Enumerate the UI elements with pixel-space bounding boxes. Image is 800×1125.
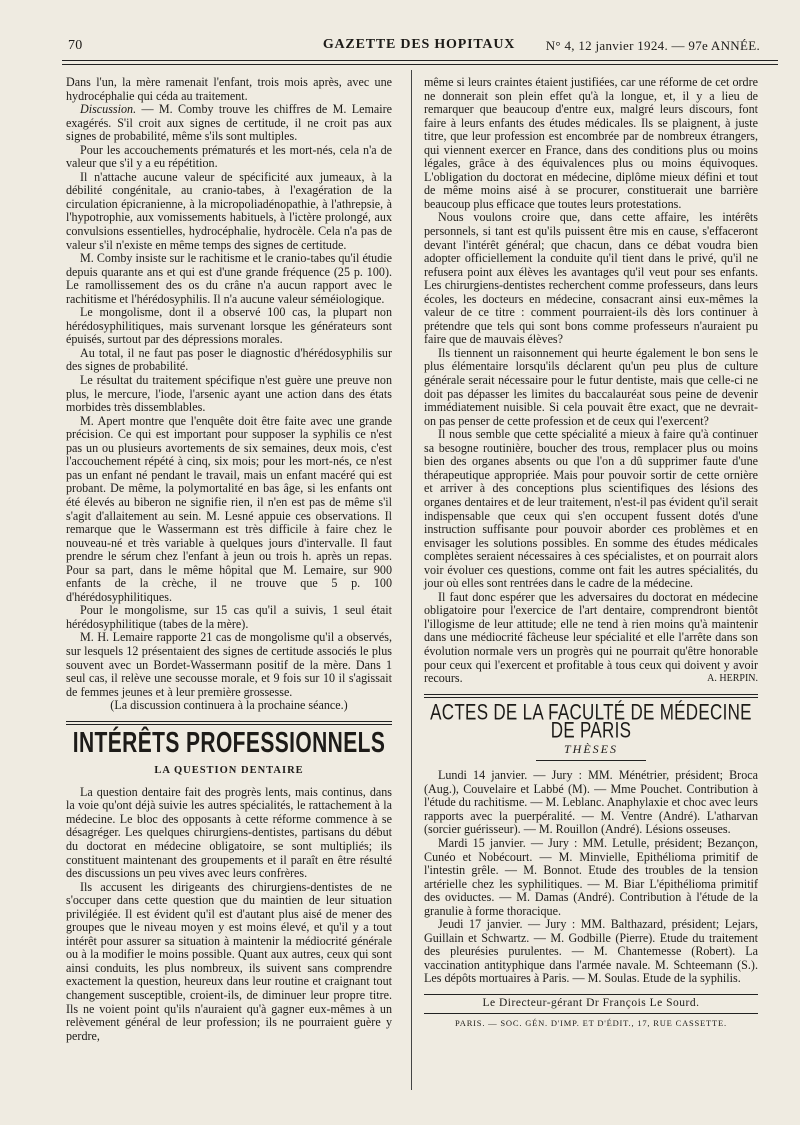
paragraph <box>424 591 758 686</box>
thesis-entry: Mardi 15 janvier. — Jury : MM. Letulle, président; Bezançon, Cunéo et Nobécourt. — M. Minvielle, Epithélioma primitif de l'intestin grêle. — M. Bonnot. Etude des troubles de la tension artérielle chez les syphilitiques. — M. Biar L'épithélioma primitif des oviductes. — M. Damas (André). Contribution à l'étude de la granulie à forme thoracique. <box>424 835 758 918</box>
paragraph: La question dentaire fait des progrès lents, mais continus, dans la voie qu'ont déjà suivie les autres spécialités, le rattachement à la médecine. Le bloc des opposants à cette réforme commence à se désagréger. Les quelques chirurgiens-dentistes, partisans du début du doctorat en médecine obligatoire, se sont multipliés; ils constituent maintenant des groupements et il paraît en être résulté des discussions un peu vives avec leurs confrères. <box>66 784 392 881</box>
header-rule <box>62 60 778 61</box>
small-rule <box>536 760 646 761</box>
paragraph: Il nous semble que cette spécialité a mieux à faire qu'à continuer sa besogne routinière, boucher des trous, remplacer plus ou moins bien des organes absents ou que l'on a dû supprimer faute d'une thérapeutique appropriée. Mais pour pouvoir sortir de cette ornière et arriver à des conceptions plus scientifiques des lésions des organes dentaires et de leur traitement, n'est-il pas évident qu'il serait indispensable que ceux qui s'en occupent fussent dotés d'une instruction suffisante pour pouvoir aborder ces problèmes et en envisager les solutions possibles. En somme des études médicales complètes seraient nécessaires à ces spécialistes, et on pourrait alors voir évoluer ces questions, comme ont fait les autres spécialités, du jour où elles sont rentrées dans le cadre de la médecine. <box>424 427 758 591</box>
page-number: 70 <box>68 38 83 53</box>
subsection-title: LA QUESTION DENTAIRE <box>154 765 304 777</box>
thesis-entry: Lundi 14 janvier. — Jury : MM. Ménétrier, président; Broca (Aug.), Couvelaire et Labbé (M). — Mme Pouchet. Contribution à l'étude du rachitisme. — M. Leblanc. Anaphylaxie et choc avec leurs rapports avec la puerpéralité. — M. Ventre (André). L'atharvan (sorcier guérisseur). — M. Rouillon (André). Lésions osseuses. <box>424 768 758 837</box>
paragraph: Pour les accouchements prématurés et les mort-nés, cela n'a de valeur que s'il y a eu répétition. <box>66 142 392 171</box>
section-separator <box>424 694 758 698</box>
paragraph: Au total, il ne faut pas poser le diagnostic d'hérédosyphilis sur des signes de probabilité. <box>66 345 392 374</box>
author-signature: A. HERPIN. <box>707 673 758 685</box>
paragraph: M. H. Lemaire rapporte 21 cas de mongolisme qu'il a observés, sur lesquels 12 présentaient des signes de certitude associés le plus souvent avec un Bordet-Wassermann positif de la mère. Dans 1 seul cas, il relève une secousse morale, et 9 fois sur 10 il s'agissait de femmes jeunes et à leur première grossesse. <box>66 630 392 699</box>
thesis-entry: Jeudi 17 janvier. — Jury : MM. Balthazard, président; Lejars, Guillain et Schwartz. — M. Godbille (Pierre). Etude du traitement des pleurésies purulentes. — M. Chantemesse (Robert). La vaccination antityphique dans l'armée navale. M. Schteemann (S.). Les dépôts mortuaires à Paris. — M. Soulas. Etude de la syphilis. <box>424 917 758 986</box>
journal-title: GAZETTE DES HOPITAUX <box>322 37 516 52</box>
paragraph: Dans l'un, la mère ramenait l'enfant, trois mois après, avec une hydrocéphalie qui céda au traitement. <box>66 75 392 103</box>
paragraph: Nous voulons croire que, dans cette affaire, les intérêts personnels, si tant est qu'ils puissent être mis en cause, s'effaceront devant l'intérêt général; que chacun, dans ce débat voudra bien adopter officiellement la conduite qu'il tient dans le privé, qu'il ne refusera point aux élèves les avantages qu'il veut pour ses enfants. Les chirurgiens-dentistes recherchent comme professeurs, dans leurs écoles, les docteurs en médecine, consacrant ainsi eux-mêmes la valeur de ce titre : comment pourraient-ils dès lors continuer à prétendre que tels qui sont bons comme professeurs n'auraient pu faire que de mauvais élèves? <box>424 210 758 347</box>
left-column <box>66 76 392 1043</box>
section-title: INTÉRÊTS PROFESSIONNELS <box>72 727 386 759</box>
footer-rule-thin <box>424 1013 758 1014</box>
paragraph: Il n'attache aucune valeur de spécificité aux jumeaux, à la débilité congénitale, au cranio-tabes, à l'exagération de la circulation épicranienne, à la micropoliadénopathie, à l'athrepsie, à l'hypotrophie, aux vomissements habituels, à l'ictère prolongé, aux convulsions essentielles, hydrocéphalie, hydrocèle. Cela n'a pas de valeur s'il n'existe en même temps des signes de certitude. <box>66 169 392 252</box>
paragraph-text: Il faut donc espérer que les adversaires du doctorat en médecine obligatoire pour l'exercice de l'art dentaire, comprendront bientôt l'illogisme de leur attitude; elle ne tend à rien moins qu'à maintenir dans une médiocrité fâcheuse leur spécialité et elle l'arrête dans son évolution normale vers un progrès qui ne pourrait qu'être honorable pour ceux qui l'exercent et profitable à tous ceux qui doivent y avoir recours. <box>424 589 758 686</box>
discussion-label: Discussion. <box>80 102 137 117</box>
discussion-paragraph <box>66 103 392 144</box>
paragraph: M. Comby insiste sur le rachitisme et le cranio-tabes qu'il étudie depuis quarante ans et qui est d'une grande fréquence (25 p. 100). Le ramollissement des os du crâne n'a aucun rapport avec le rachitisme et l'hérédosyphilis. Il n'a aucune valeur séméiologique. <box>66 251 392 306</box>
running-head <box>64 36 774 58</box>
paragraph: même si leurs craintes étaient justifiées, car une réforme de cet ordre ne donnerait son plein effet qu'à la longue, et, il y a lieu de remarquer que beaucoup d'entre eux, malgré leurs discours, font faire à leurs enfants des études médicales. Ils se plaignent, à juste titre, que leur profession est encombrée par de nombreux étrangers, qui viennent exercer en France, dans des conditions plus ou moins légales, grâce à des équivalences plus ou moins équivoques. L'obligation du doctorat en médecine, diplôme mieux défini et tout de même moins aisé à se procurer, constituerait une barrière beaucoup plus efficace que toutes leurs protestations. <box>424 75 758 211</box>
issue-info: N° 4, 12 janvier 1924. — 97e ANNÉE. <box>545 38 760 53</box>
director-line: Le Directeur-gérant Dr François Le Sourd. <box>482 997 700 1009</box>
section-title: ACTES DE LA FACULTÉ DE MÉDECINE DE PARIS <box>430 699 752 742</box>
paragraph: Le mongolisme, dont il a observé 100 cas, la plupart non hérédosyphilitiques, mais survenant lorsque les générateurs sont épuisés, surtout par des dépressions morales. <box>66 305 392 347</box>
header-rule-thin <box>62 64 778 65</box>
paragraph: Le résultat du traitement spécifique n'est guère une preuve non plus, le mercure, l'iode, l'arsenic ayant une action dans des états morbides très dissemblables. <box>66 373 392 415</box>
paragraph: Ils accusent les dirigeants des chirurgiens-dentistes de ne s'occuper dans cette question que du maintien de leur situation privilégiée. Il est évident qu'il est d'autant plus aisé de mener des groupes que le niveau moyen y est moins élevé, et qu'il y a tout intérêt pour assurer sa situation à maintenir la médiocrité générale ou à la modifier le moins possible. Quant aux autres, ceux qui sont ainsi conduits, les plus nombreux, ils suivent sans comprendre exactement la question, heureux dans leur routine et craignant tout changement susceptible, croient-ils, de diminuer leur propre titre. Ils ne voient point qu'ils n'auraient qu'à gagner eux-mêmes à un relèvement général de leur profession; ils ne pourraient guère y perdre, <box>66 879 392 1043</box>
right-column <box>424 76 758 1030</box>
paragraph: Ils tiennent un raisonnement qui heurte également le bon sens le plus élémentaire lorsqu'ils déclarent qu'un peu plus de culture générale serait nécessaire pour le futur dentiste, mais que celle-ci ne doit pas dépasser les limites du baccalauréat sous peine de devenir immédiatement nuisible. Si cela pouvait être exact, que ne devrait-on pas penser de cette profession et de ceux qui l'exercent? <box>424 345 758 428</box>
theses-title: THÈSES <box>564 741 618 756</box>
column-divider <box>411 70 412 1090</box>
discussion-text: — M. Comby trouve les chiffres de M. Lemaire exagérés. S'il croit aux signes de certitude, il ne croit pas aux signes de probabilité, même s'ils sont multiples. <box>66 102 392 144</box>
footer-rule <box>424 994 758 995</box>
printer-line: PARIS. — SOC. GÉN. D'IMP. ET D'ÉDIT., 17, RUE CASSETTE. <box>455 1017 727 1028</box>
paragraph: Pour le mongolisme, sur 15 cas qu'il a suivis, 1 seul était hérédosyphilitique (tabes de la mère). <box>66 603 392 631</box>
section-separator <box>66 721 392 725</box>
paragraph: M. Apert montre que l'enquête doit être faite avec une grande précision. Ce qui est important pour supposer la syphilis ce n'est pas un ou plusieurs avortements de six semaines, deux mois, c'est l'accouchement répété à cinq, six mois; pour les mort-nés, ce n'est pas un enfant né pendant le travail, mais un enfant macéré qui est probant. De même, la polymortalité en bas âge, si les enfants ont été élevés au biberon ne signifie rien, il n'en est pas de même s'il s'agit d'allaitement au sein. M. Lesné appuie ces observations. Il remarque que le Wassermann est très difficile à faire chez le nouveau-né et très variable à quelques jours d'intervalle. Il faut prendre le sérum chez l'enfant à jeun ou trois h. après un repas. Pour sa part, dans le même hôpital que M. Lemaire, sur 900 enfants de la crèche, il ne trouve que 5 p. 100 d'hérédosyphilitiques. <box>66 413 392 604</box>
continuation-note: (La discussion continuera à la prochaine séance.) <box>110 698 348 713</box>
